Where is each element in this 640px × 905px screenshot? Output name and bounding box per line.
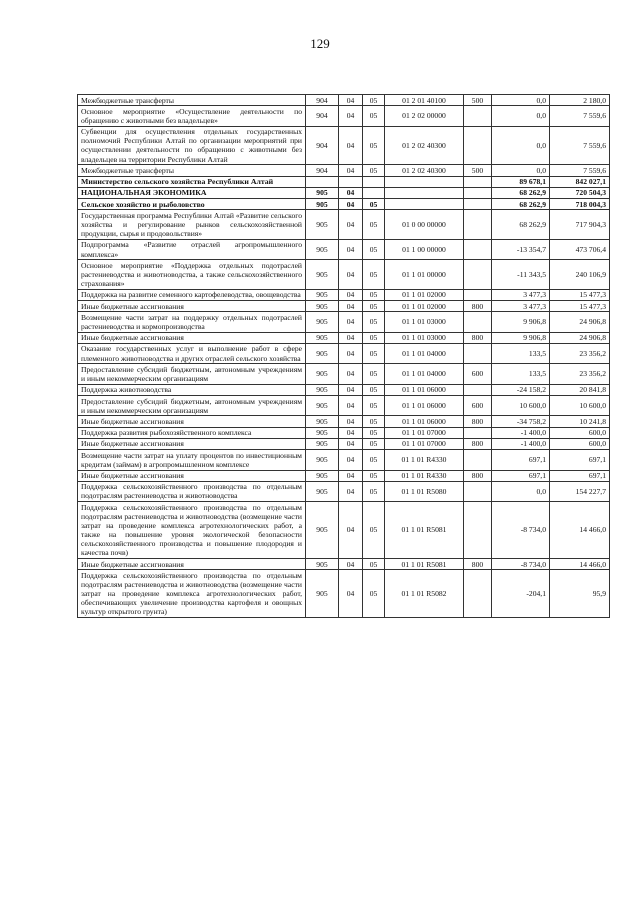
subsection-code: 05 <box>363 210 385 239</box>
change-amount: -8 734,0 <box>492 558 550 569</box>
budget-table <box>77 94 610 618</box>
expense-name: Подпрограмма «Развитие отраслей агропромышленного комплекса» <box>78 239 306 259</box>
expense-name: Поддержка сельскохозяйственного производства по отдельным подотраслям растениеводства и животноводства (возмещение части затрат на проведение комплекса агротехнологических работ, а также на повышение уровня экологической безопасности сельскохозяйственного производства и повышение плодородия и качества почв) <box>78 502 306 559</box>
expense-type-code: 800 <box>464 558 492 569</box>
table-row <box>78 165 610 176</box>
subsection-code: 05 <box>363 343 385 363</box>
change-amount: -8 734,0 <box>492 502 550 559</box>
expense-type-code: 500 <box>464 95 492 106</box>
subsection-code: 05 <box>363 481 385 501</box>
expense-name: Поддержка развития рыбохозяйственного комплекса <box>78 427 306 438</box>
section-code: 04 <box>339 239 363 259</box>
target-article-code: 01 1 01 06000 <box>385 384 464 395</box>
subsection-code: 05 <box>363 570 385 618</box>
expense-type-code: 800 <box>464 470 492 481</box>
expense-name: Поддержка сельскохозяйственного производства по отдельным подотраслям растениеводства и животноводства (возмещение части затрат на проведение комплекса агротехнологических работ, обеспечивающих увеличение производства картофеля и овощных культур открытого грунта) <box>78 570 306 618</box>
subsection-code: 05 <box>363 395 385 415</box>
table-row <box>78 481 610 501</box>
change-amount: -13 354,7 <box>492 239 550 259</box>
ministry-code: 905 <box>306 312 339 332</box>
expense-type-code: 600 <box>464 395 492 415</box>
ministry-code: 905 <box>306 558 339 569</box>
subsection-code <box>363 187 385 198</box>
table-row <box>78 427 610 438</box>
table-row <box>78 364 610 384</box>
expense-name: Основное мероприятие «Поддержка отдельных подотраслей растениеводства и животноводства, а также сельскохозяйственного страхования» <box>78 260 306 289</box>
expense-name: Министерство сельского хозяйства Республики Алтай <box>78 176 306 187</box>
change-amount: 0,0 <box>492 126 550 165</box>
total-amount: 2 180,0 <box>550 95 610 106</box>
expense-type-code <box>464 450 492 470</box>
section-code: 04 <box>339 332 363 343</box>
table-row <box>78 187 610 198</box>
change-amount: 68 262,9 <box>492 210 550 239</box>
ministry-code: 905 <box>306 481 339 501</box>
subsection-code: 05 <box>363 126 385 165</box>
table-row <box>78 260 610 289</box>
table-row <box>78 176 610 187</box>
budget-table-body <box>78 95 610 618</box>
total-amount: 717 904,3 <box>550 210 610 239</box>
target-article-code <box>385 176 464 187</box>
expense-type-code: 800 <box>464 416 492 427</box>
subsection-code: 05 <box>363 558 385 569</box>
change-amount: -1 400,0 <box>492 438 550 449</box>
expense-type-code <box>464 384 492 395</box>
ministry-code: 905 <box>306 416 339 427</box>
subsection-code: 05 <box>363 438 385 449</box>
expense-type-code: 800 <box>464 438 492 449</box>
expense-type-code <box>464 427 492 438</box>
expense-name: Поддержка на развитие семенного картофелеводства, овощеводства <box>78 289 306 300</box>
table-row <box>78 95 610 106</box>
expense-type-code: 600 <box>464 364 492 384</box>
target-article-code: 01 1 01 R4330 <box>385 450 464 470</box>
change-amount: 0,0 <box>492 106 550 126</box>
change-amount: 133,5 <box>492 364 550 384</box>
change-amount: 0,0 <box>492 481 550 501</box>
ministry-code: 904 <box>306 165 339 176</box>
section-code: 04 <box>339 126 363 165</box>
expense-name: Поддержка животноводства <box>78 384 306 395</box>
total-amount: 240 106,9 <box>550 260 610 289</box>
change-amount: 89 678,1 <box>492 176 550 187</box>
subsection-code: 05 <box>363 106 385 126</box>
expense-name: Предоставление субсидий бюджетным, автономным учреждениям и иным некоммерческим организациям <box>78 364 306 384</box>
expense-name: Межбюджетные трансферты <box>78 165 306 176</box>
change-amount: -34 758,2 <box>492 416 550 427</box>
expense-name: Межбюджетные трансферты <box>78 95 306 106</box>
ministry-code: 904 <box>306 95 339 106</box>
section-code <box>339 176 363 187</box>
target-article-code: 01 1 01 R4330 <box>385 470 464 481</box>
subsection-code: 05 <box>363 416 385 427</box>
ministry-code: 905 <box>306 384 339 395</box>
change-amount: 697,1 <box>492 450 550 470</box>
change-amount: 9 906,8 <box>492 312 550 332</box>
table-row <box>78 199 610 210</box>
target-article-code: 01 1 00 00000 <box>385 239 464 259</box>
expense-type-code <box>464 210 492 239</box>
ministry-code: 905 <box>306 570 339 618</box>
table-row <box>78 106 610 126</box>
change-amount: -204,1 <box>492 570 550 618</box>
expense-name: НАЦИОНАЛЬНАЯ ЭКОНОМИКА <box>78 187 306 198</box>
expense-type-code <box>464 289 492 300</box>
change-amount: 133,5 <box>492 343 550 363</box>
expense-type-code <box>464 260 492 289</box>
ministry-code: 905 <box>306 199 339 210</box>
section-code: 04 <box>339 558 363 569</box>
section-code: 04 <box>339 384 363 395</box>
section-code: 04 <box>339 300 363 311</box>
table-row <box>78 558 610 569</box>
total-amount: 15 477,3 <box>550 289 610 300</box>
section-code: 04 <box>339 364 363 384</box>
expense-type-code: 500 <box>464 165 492 176</box>
change-amount: -1 400,0 <box>492 427 550 438</box>
ministry-code: 904 <box>306 106 339 126</box>
change-amount: 68 262,9 <box>492 187 550 198</box>
total-amount: 473 706,4 <box>550 239 610 259</box>
target-article-code: 01 1 01 06000 <box>385 395 464 415</box>
change-amount: 10 600,0 <box>492 395 550 415</box>
table-row <box>78 239 610 259</box>
ministry-code: 905 <box>306 239 339 259</box>
total-amount: 14 466,0 <box>550 558 610 569</box>
target-article-code <box>385 199 464 210</box>
target-article-code: 01 0 00 00000 <box>385 210 464 239</box>
target-article-code: 01 1 01 07000 <box>385 438 464 449</box>
total-amount: 23 356,2 <box>550 364 610 384</box>
total-amount: 95,9 <box>550 570 610 618</box>
section-code: 04 <box>339 570 363 618</box>
table-row <box>78 210 610 239</box>
change-amount: 0,0 <box>492 165 550 176</box>
total-amount: 842 027,1 <box>550 176 610 187</box>
expense-type-code <box>464 187 492 198</box>
change-amount: 697,1 <box>492 470 550 481</box>
total-amount: 154 227,7 <box>550 481 610 501</box>
ministry-code: 905 <box>306 332 339 343</box>
expense-type-code <box>464 570 492 618</box>
change-amount: -11 343,5 <box>492 260 550 289</box>
subsection-code: 05 <box>363 502 385 559</box>
subsection-code: 05 <box>363 450 385 470</box>
table-row <box>78 438 610 449</box>
total-amount: 600,0 <box>550 427 610 438</box>
expense-name: Оказание государственных услуг и выполнение работ в сфере племенного животноводства и других отраслей сельского хозяйства <box>78 343 306 363</box>
change-amount: 68 262,9 <box>492 199 550 210</box>
section-code: 04 <box>339 260 363 289</box>
ministry-code: 905 <box>306 395 339 415</box>
subsection-code: 05 <box>363 427 385 438</box>
ministry-code: 905 <box>306 470 339 481</box>
section-code: 04 <box>339 470 363 481</box>
expense-type-code <box>464 481 492 501</box>
change-amount: -24 158,2 <box>492 384 550 395</box>
target-article-code: 01 1 01 00000 <box>385 260 464 289</box>
total-amount: 720 504,3 <box>550 187 610 198</box>
total-amount: 697,1 <box>550 450 610 470</box>
subsection-code: 05 <box>363 260 385 289</box>
total-amount: 20 841,8 <box>550 384 610 395</box>
subsection-code: 05 <box>363 289 385 300</box>
expense-type-code <box>464 312 492 332</box>
table-row <box>78 395 610 415</box>
target-article-code: 01 1 01 R5080 <box>385 481 464 501</box>
section-code: 04 <box>339 427 363 438</box>
table-row <box>78 450 610 470</box>
section-code: 04 <box>339 481 363 501</box>
table-row <box>78 570 610 618</box>
section-code: 04 <box>339 187 363 198</box>
total-amount: 600,0 <box>550 438 610 449</box>
ministry-code: 904 <box>306 126 339 165</box>
target-article-code: 01 2 01 40100 <box>385 95 464 106</box>
table-row <box>78 289 610 300</box>
expense-type-code <box>464 106 492 126</box>
ministry-code: 905 <box>306 300 339 311</box>
subsection-code: 05 <box>363 384 385 395</box>
total-amount: 10 600,0 <box>550 395 610 415</box>
target-article-code <box>385 187 464 198</box>
table-row <box>78 126 610 165</box>
total-amount: 23 356,2 <box>550 343 610 363</box>
expense-name: Основное мероприятие «Осуществление деятельности по обращению с животными без владельцев» <box>78 106 306 126</box>
subsection-code: 05 <box>363 332 385 343</box>
expense-type-code <box>464 199 492 210</box>
table-row <box>78 312 610 332</box>
expense-name: Иные бюджетные ассигнования <box>78 300 306 311</box>
ministry-code: 905 <box>306 187 339 198</box>
section-code: 04 <box>339 438 363 449</box>
subsection-code: 05 <box>363 95 385 106</box>
section-code: 04 <box>339 416 363 427</box>
ministry-code: 905 <box>306 450 339 470</box>
table-row <box>78 343 610 363</box>
ministry-code: 905 <box>306 289 339 300</box>
section-code: 04 <box>339 450 363 470</box>
expense-type-code: 800 <box>464 300 492 311</box>
expense-type-code <box>464 239 492 259</box>
table-row <box>78 300 610 311</box>
expense-name: Возмещение части затрат на поддержку отдельных подотраслей растениеводства и кормопроизводства <box>78 312 306 332</box>
change-amount: 9 906,8 <box>492 332 550 343</box>
section-code: 04 <box>339 343 363 363</box>
target-article-code: 01 1 01 02000 <box>385 300 464 311</box>
expense-type-code <box>464 343 492 363</box>
total-amount: 7 559,6 <box>550 106 610 126</box>
expense-name: Иные бюджетные ассигнования <box>78 416 306 427</box>
target-article-code: 01 1 01 R5081 <box>385 502 464 559</box>
section-code: 04 <box>339 199 363 210</box>
table-row <box>78 416 610 427</box>
target-article-code: 01 2 02 40300 <box>385 165 464 176</box>
ministry-code: 905 <box>306 260 339 289</box>
total-amount: 24 906,8 <box>550 312 610 332</box>
target-article-code: 01 1 01 02000 <box>385 289 464 300</box>
total-amount: 15 477,3 <box>550 300 610 311</box>
table-row <box>78 384 610 395</box>
total-amount: 7 559,6 <box>550 126 610 165</box>
ministry-code: 905 <box>306 502 339 559</box>
expense-type-code <box>464 176 492 187</box>
section-code: 04 <box>339 289 363 300</box>
ministry-code: 905 <box>306 210 339 239</box>
target-article-code: 01 2 02 00000 <box>385 106 464 126</box>
total-amount: 10 241,8 <box>550 416 610 427</box>
expense-name: Субвенции для осуществления отдельных государственных полномочий Республики Алтай по организации мероприятий при осуществлении деятельности по обращению с животными без владельцев на территории Республики Алтай <box>78 126 306 165</box>
section-code: 04 <box>339 165 363 176</box>
section-code: 04 <box>339 210 363 239</box>
expense-type-code <box>464 126 492 165</box>
section-code: 04 <box>339 502 363 559</box>
subsection-code <box>363 176 385 187</box>
expense-name: Поддержка сельскохозяйственного производства по отдельным подотраслям растениеводства и животноводства <box>78 481 306 501</box>
expense-name: Иные бюджетные ассигнования <box>78 470 306 481</box>
ministry-code <box>306 176 339 187</box>
section-code: 04 <box>339 95 363 106</box>
expense-name: Предоставление субсидий бюджетным, автономным учреждениям и иным некоммерческим организациям <box>78 395 306 415</box>
ministry-code: 905 <box>306 343 339 363</box>
section-code: 04 <box>339 106 363 126</box>
target-article-code: 01 1 01 07000 <box>385 427 464 438</box>
total-amount: 14 466,0 <box>550 502 610 559</box>
page-number: 129 <box>310 36 330 51</box>
target-article-code: 01 2 02 40300 <box>385 126 464 165</box>
expense-type-code <box>464 502 492 559</box>
total-amount: 718 004,3 <box>550 199 610 210</box>
section-code: 04 <box>339 395 363 415</box>
expense-name: Государственная программа Республики Алтай «Развитие сельского хозяйства и регулирование рынков сельскохозяйственной продукции, сырья и продовольствия» <box>78 210 306 239</box>
total-amount: 7 559,6 <box>550 165 610 176</box>
target-article-code: 01 1 01 04000 <box>385 343 464 363</box>
change-amount: 0,0 <box>492 95 550 106</box>
subsection-code: 05 <box>363 165 385 176</box>
subsection-code: 05 <box>363 239 385 259</box>
expense-type-code: 800 <box>464 332 492 343</box>
target-article-code: 01 1 01 R5081 <box>385 558 464 569</box>
table-row <box>78 470 610 481</box>
target-article-code: 01 1 01 04000 <box>385 364 464 384</box>
change-amount: 3 477,3 <box>492 289 550 300</box>
ministry-code: 905 <box>306 364 339 384</box>
expense-name: Возмещение части затрат на уплату процентов по инвестиционным кредитам (займам) в агропромышленном комплексе <box>78 450 306 470</box>
expense-name: Иные бюджетные ассигнования <box>78 332 306 343</box>
target-article-code: 01 1 01 R5082 <box>385 570 464 618</box>
total-amount: 697,1 <box>550 470 610 481</box>
subsection-code: 05 <box>363 300 385 311</box>
section-code: 04 <box>339 312 363 332</box>
table-row <box>78 502 610 559</box>
subsection-code: 05 <box>363 364 385 384</box>
total-amount: 24 906,8 <box>550 332 610 343</box>
subsection-code: 05 <box>363 312 385 332</box>
target-article-code: 01 1 01 03000 <box>385 312 464 332</box>
expense-name: Иные бюджетные ассигнования <box>78 558 306 569</box>
subsection-code: 05 <box>363 470 385 481</box>
ministry-code: 905 <box>306 438 339 449</box>
table-row <box>78 332 610 343</box>
expense-name: Сельское хозяйство и рыболовство <box>78 199 306 210</box>
ministry-code: 905 <box>306 427 339 438</box>
target-article-code: 01 1 01 06000 <box>385 416 464 427</box>
expense-name: Иные бюджетные ассигнования <box>78 438 306 449</box>
target-article-code: 01 1 01 03000 <box>385 332 464 343</box>
subsection-code: 05 <box>363 199 385 210</box>
change-amount: 3 477,3 <box>492 300 550 311</box>
